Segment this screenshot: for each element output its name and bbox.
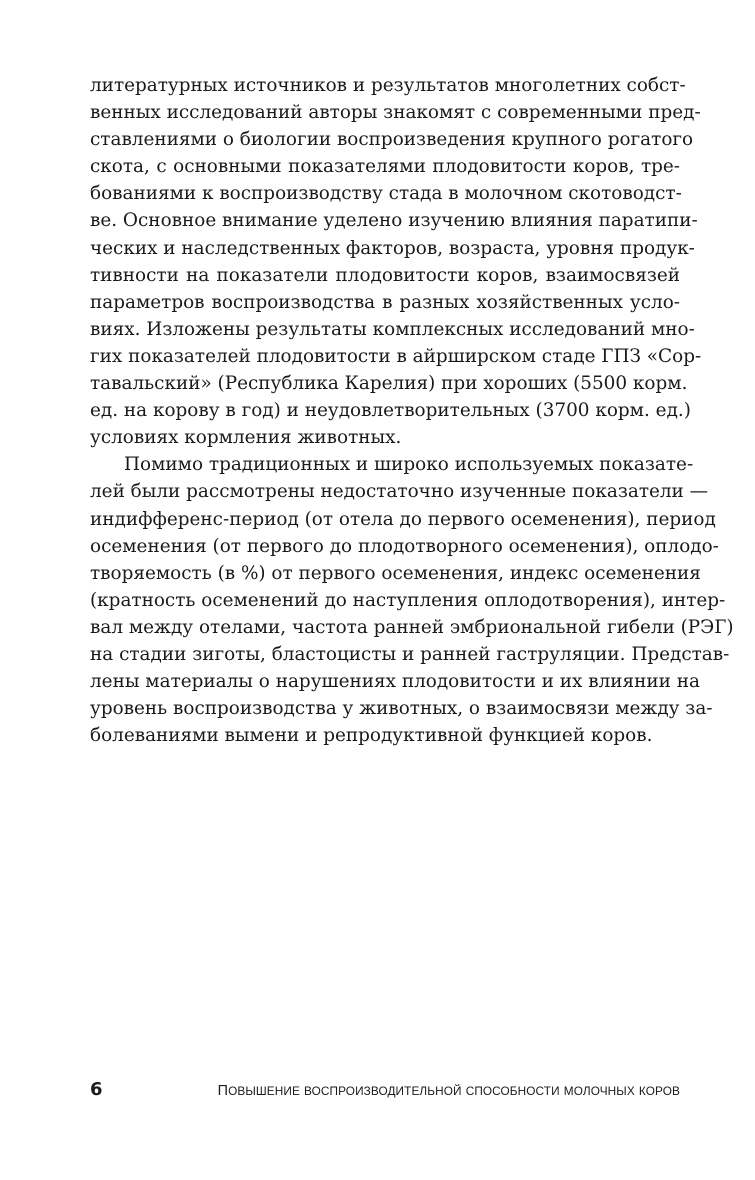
text-line: ставлениями о биологии воспроизведения крупного рогатого [90, 129, 694, 151]
running-head [218, 1080, 680, 1102]
text-line: на стадии зиготы, бластоцисты и ранней гаструляции. Представ- [90, 643, 730, 665]
page-footer [90, 1078, 680, 1102]
running-head-text: ПОВЫШЕНИЕ ВОСПРОИЗВОДИТЕЛЬНОЙ СПОСОБНОСТИ МОЛОЧНЫХ КОРОВ [217, 1083, 680, 1099]
text-line: гих показателей плодовитости в айрширском стаде ГПЗ «Сор- [90, 345, 702, 367]
text-line: параметров воспроизводства в разных хозяйственных усло- [90, 291, 680, 313]
text-line: осеменения (от первого до плодотворного осеменения), оплодо- [90, 535, 719, 557]
text-line: лей были рассмотрены недостаточно изученные показатели — [90, 481, 709, 503]
text-line: виях. Изложены результаты комплексных исследований мно- [90, 318, 695, 340]
text-line: венных исследований авторы знакомят с современными пред- [90, 102, 701, 124]
text-line: условиях кормления животных. [90, 427, 402, 449]
text-line: индифференс-период (от отела до первого осеменения), период [90, 508, 716, 530]
text-line: болеваниями вымени и репродуктивной функцией коров. [90, 725, 653, 747]
text-line: бованиями к воспроизводству стада в молочном скотоводст- [90, 183, 682, 205]
paragraph-2 [90, 451, 734, 749]
text-line: тавальский» (Республика Карелия) при хороших (5500 корм. [90, 373, 688, 395]
text-line: вал между отелами, частота ранней эмбриональной гибели (РЭГ) [90, 616, 734, 638]
text-line: ед. на корову в год) и неудовлетворительных (3700 корм. ед.) [90, 400, 691, 422]
text-line: творяемость (в %) от первого осеменения, индекс осеменения [90, 562, 701, 584]
text-line: ческих и наследственных факторов, возраста, уровня продук- [90, 237, 695, 259]
text-line: лены материалы о нарушениях плодовитости и их влиянии на [90, 671, 700, 693]
text-block [90, 72, 734, 749]
text-line: скота, с основными показателями плодовитости коров, тре- [90, 156, 680, 178]
text-line: литературных источников и результатов многолетних собст- [90, 75, 686, 96]
text-line: тивности на показатели плодовитости коров, взаимосвязей [90, 264, 680, 286]
text-line: уровень воспроизводства у животных, о взаимосвязи между за- [90, 698, 713, 720]
paragraph-1 [90, 72, 702, 451]
text-line: ве. Основное внимание уделено изучению влияния паратипи- [90, 210, 698, 232]
text-line: Помимо традиционных и широко используемых показате- [124, 454, 694, 476]
page-number: 6 [90, 1079, 103, 1100]
text-line: (кратность осеменений до наступления оплодотворения), интер- [90, 589, 726, 611]
